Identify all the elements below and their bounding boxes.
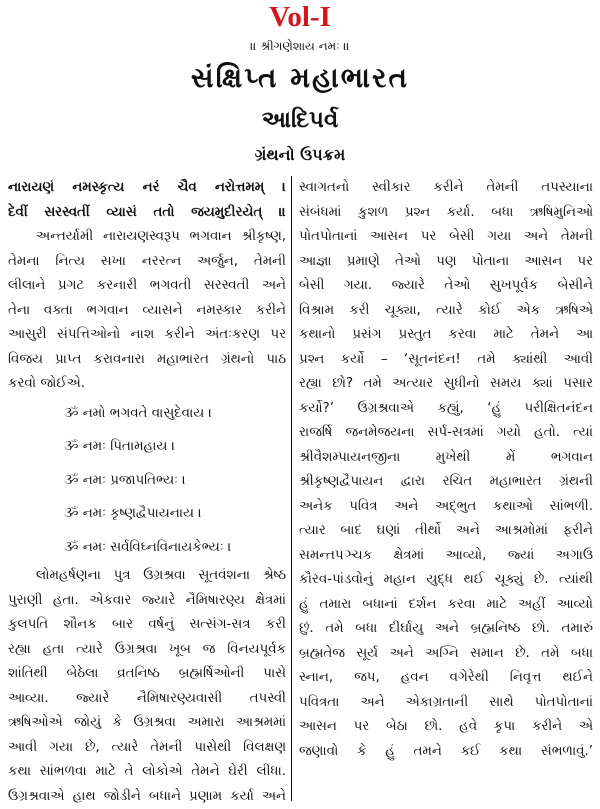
mantra-line: ૐ નમો ભગવતે વાસુદેવાય । (8, 397, 286, 431)
paragraph-line: છું. તમે બધા દીર્ઘાયુ અને બ્રહ્મનિષ્ઠ છો. તમારું (299, 617, 593, 642)
paragraph-line: ઉગ્રશ્રવાએ હાથ જોડીને બધાને પ્રણામ કર્યા અને (8, 785, 286, 809)
book-title: સંક્ષિપ્ત મહાભારત (0, 58, 600, 98)
volume-label: Vol-I (0, 2, 600, 32)
paragraph-line: આવી ગયા છે, ત્યારે તેમની પાસેથી વિલક્ષણ (8, 736, 286, 761)
mantra-line: ૐ નમઃ કૃષ્ણદ્વૈપાયનાય । (8, 497, 286, 531)
invocation: ॥ શ્રીગણેશાય નમઃ ॥ (0, 38, 600, 54)
paragraph-line: આવ્યા. જ્યારે નૈમિષારણ્યવાસી તપસ્વી (8, 687, 286, 712)
paragraph-line: કૌરવ-પાંડવોનું મહાન યુદ્ધ થઈ ચૂક્યું છે. ત્યાંથી (299, 568, 593, 593)
column-divider (291, 176, 292, 801)
paragraph-line: કર્યો?’ ઉગ્રશ્રવાએ કહ્યું, ‘હું પરીક્ષિતનંદન (299, 397, 593, 422)
paragraph-line: વિજય પ્રાપ્ત કરાવનારા મહાભારત ગ્રંથનો પાઠ (8, 348, 286, 373)
paragraph-line: લોમહર્ષણના પુત્ર ઉગ્રશ્રવા સૂતવંશના શ્રેષ્ઠ (8, 564, 286, 589)
paragraph-line: શ્રીકૃષ્ણદ્વૈપાયન દ્વારા રચિત મહાભારત ગ્રંથની (299, 470, 593, 495)
paragraph-line: આસન પર બેઠા છો. હવે કૃપા કરીને એ (299, 715, 593, 740)
paragraph-line: કથાનો પ્રસંગ પ્રસ્તુત કરવા માટે તેમને આ (299, 323, 593, 348)
paragraph-line: રહ્યા હતા ત્યારે ઉગ્રશ્રવા ખૂબ જ વિનયપૂર્વક (8, 638, 286, 663)
mantra-line: ૐ નમઃ પ્રજાપતિભ્યઃ । (8, 464, 286, 498)
paragraph-line: આસુરી સંપત્તિઓનો નાશ કરીને અંતઃકરણ પર (8, 323, 286, 348)
right-column (299, 176, 593, 764)
paragraph-line: પોતપોતાનાં આસન પર બેસી ગયા અને તેમની (299, 225, 593, 250)
paragraph-line: કથા સાંભળવા માટે તે લોકોએ તેમને ઘેરી લીધા. (8, 760, 286, 785)
paragraph-line: પ્રશ્ન કર્યો – ‘સૂતનંદન! તમે ક્યાંથી આવી (299, 348, 593, 373)
paragraph-line: શ્રીવૈશમ્પાયનજીના મુખેથી મેં ભગવાન (299, 446, 593, 471)
mantra-line: ૐ નમઃ સર્વવિઘ્નવિનાયકેભ્યઃ । (8, 531, 286, 565)
paragraph-line: તેમના નિત્ય સખા નરરત્ન અર્જુન, તેમની (8, 250, 286, 275)
paragraph-line: અનેક પવિત્ર અને અદ્ભુત કથાઓ સાંભળી. (299, 495, 593, 520)
sloka-line: નારાયણં નમસ્કૃત્ય નરં ચૈવ નરોત્તમમ્ । (8, 176, 286, 201)
paragraph-line: રાજર્ષિ જનમેજયના સર્પ-સત્રમાં ગયો હતો. ત્યાં (299, 421, 593, 446)
paragraph-line: સંબંધમાં કુશળ પ્રશ્ન કર્યા. બધા ઋષિમુનિઓ (299, 201, 593, 226)
left-column (8, 176, 286, 809)
paragraph-line: રહ્યા છો? તમે અત્યાર સુધીનો સમય ક્યાં પસાર (299, 372, 593, 397)
paragraph-line: આજ્ઞા પ્રમાણે તેઓ પણ પોતાના આસન પર (299, 250, 593, 275)
paragraph-line: હું તમારા બધાનાં દર્શન કરવા માટે અહીં આવ્યો (299, 593, 593, 618)
paragraph-line: સ્વાગતનો સ્વીકાર કરીને તેમની તપસ્યાના (299, 176, 593, 201)
paragraph-line: શાંતિથી બેઠેલા વ્રતનિષ્ઠ બ્રહ્મર્ષિઓની પાસે (8, 662, 286, 687)
paragraph-line: કરવો જોઈએ. (8, 372, 286, 397)
paragraph-line: અન્તર્યામી નારાયણસ્વરૂપ ભગવાન શ્રીકૃષ્ણ, (8, 225, 286, 250)
paragraph-line: વિશ્રામ કરી ચૂક્યા, ત્યારે કોઈ એક ઋષિએ (299, 299, 593, 324)
mantra-line: ૐ નમઃ પિતામહાય । (8, 430, 286, 464)
paragraph-line: બ્રહ્મતેજ સૂર્ય અને અગ્નિ સમાન છે. તમે બધા (299, 642, 593, 667)
paragraph-line: પુરાણી હતા. એકવાર જ્યારે નૈમિષારણ્ય ક્ષેત્રમાં (8, 589, 286, 614)
paragraph-line: બેસી ગયા. જ્યારે તેઓ સુખપૂર્વક બેસીને (299, 274, 593, 299)
paragraph-line: ઋષિઓએ જોયું કે ઉગ્રશ્રવા અમારા આશ્રમમાં (8, 711, 286, 736)
paragraph-line: તેના વક્તા ભગવાન વ્યાસને નમસ્કાર કરીને (8, 299, 286, 324)
paragraph-line: લીલાને પ્રગટ કરનારી ભગવતી સરસ્વતી અને (8, 274, 286, 299)
parva-heading: આદિપર્વ (0, 104, 600, 136)
paragraph-line: સમન્તપઞ્ચક ક્ષેત્રમાં આવ્યો, જ્યાં અગાઉ (299, 544, 593, 569)
paragraph-line: પવિત્રતા અને એકાગ્રતાની સાથે પોતપોતાનાં (299, 691, 593, 716)
paragraph-line: કુલપતિ શૌનક બાર વર્ષનું સત્સંગ-સત્ર કરી (8, 613, 286, 638)
section-heading: ગ્રંથનો ઉપક્રમ (0, 144, 600, 166)
sloka-line: દેવીં સરસ્વતીં વ્યાસં તતો જયમુદીરયેત્ ॥ (8, 201, 286, 226)
paragraph-line: સ્નાન, જપ, હવન વગેરેથી નિવૃત્ત થઈને (299, 666, 593, 691)
paragraph-line: જણાવો કે હું તમને કઈ કથા સંભળાવું.’ (299, 740, 593, 765)
paragraph-line: ત્યાર બાદ ઘણાં તીર્થો અને આશ્રમોમાં ફરીને (299, 519, 593, 544)
